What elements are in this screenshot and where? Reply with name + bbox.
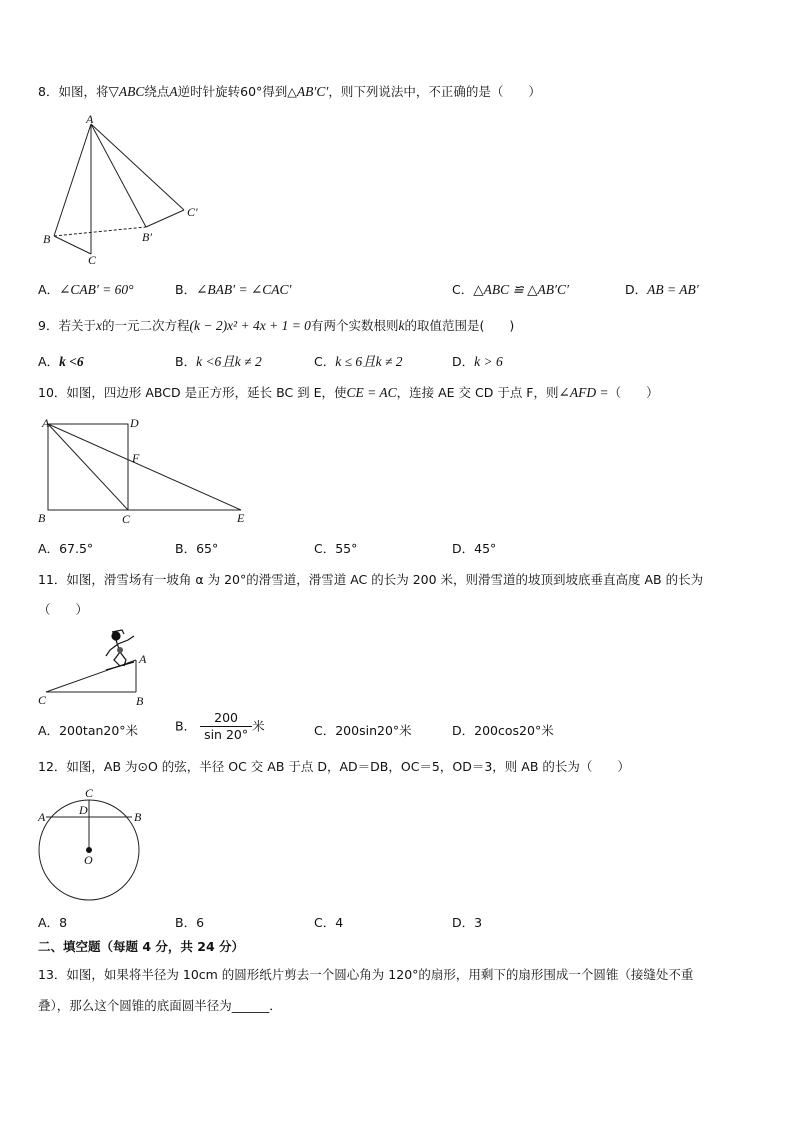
q8-edge-ACp — [91, 124, 184, 210]
q8-label-A: A — [86, 112, 94, 126]
q8-label-Bp: B′ — [142, 230, 152, 244]
q11-figure — [36, 628, 166, 710]
q11-label-B: B — [136, 694, 144, 708]
q10-option-d[interactable]: D．45° — [452, 541, 497, 556]
q8-stem: 8．如图，将▽ABC绕点A逆时针旋转60°得到△AB′C′，则下列说法中，不正确的是（ ） — [38, 84, 541, 99]
q11-optB-numerator: 200 — [200, 710, 252, 727]
q13-stem-line1: 13．如图，如果将半径为 10cm 的圆形纸片剪去一个圆心角为 120°的扇形，用剩下的扇形围成一个圆锥（接缝处不重 — [38, 967, 694, 982]
q11-option-a[interactable]: A．200tan20°米 — [38, 723, 139, 738]
q9-option-c[interactable]: C．k ≤ 6且k ≠ 2 — [314, 354, 403, 369]
q12-figure — [36, 784, 156, 904]
q9-option-b[interactable]: B．k <6且k ≠ 2 — [175, 354, 262, 369]
q9-option-a[interactable]: A．k <6 — [38, 354, 84, 369]
q8-edge-BBp-dashed — [54, 227, 146, 236]
q11-option-c[interactable]: C．200sin20°米 — [314, 723, 412, 738]
q10-segment-AC — [48, 424, 128, 510]
q12-option-a[interactable]: A．8 — [38, 915, 68, 930]
q10-label-A: A — [42, 416, 50, 430]
skier-icon — [106, 630, 134, 670]
q11-stem-line1: 11．如图，滑雪场有一坡角 α 为 20°的滑雪道，滑雪道 AC 的长为 200 米，则滑雪道的坡顶到坡底垂直高度 AB 的长为 — [38, 572, 704, 587]
q13-stem-line2: 叠），那么这个圆锥的底面圆半径为______． — [38, 998, 282, 1013]
q10-segment-AE — [48, 424, 241, 510]
q10-option-c[interactable]: C．55° — [314, 541, 358, 556]
q9-option-d[interactable]: D．k > 6 — [452, 354, 503, 369]
q10-option-b[interactable]: B．65° — [175, 541, 219, 556]
q11-option-b[interactable]: B． $\frac{200}{\sin 20^\circ}$ 米 — [175, 710, 265, 742]
q8-label-B: B — [43, 232, 51, 246]
q8-edge-BC — [54, 236, 91, 254]
q10-label-C: C — [122, 512, 131, 526]
q10-stem: 10．如图，四边形 ABCD 是正方形，延长 BC 到 E，使CE = AC，连接 AE 交 CD 于点 F，则∠AFD =（ ） — [38, 385, 659, 400]
q10-label-B: B — [38, 511, 46, 525]
q11-label-A: A — [139, 652, 147, 666]
q8-option-a[interactable]: A．∠CAB′ = 60° — [38, 282, 134, 297]
q12-option-d[interactable]: D．3 — [452, 915, 483, 930]
q12-label-B: B — [134, 810, 142, 824]
q12-label-C: C — [85, 786, 94, 800]
q12-label-A: A — [38, 810, 46, 824]
q11-label-C: C — [38, 693, 47, 707]
section-title: 二、填空题（每题 4 分，共 24 分） — [38, 939, 245, 954]
q8-option-d[interactable]: D．AB = AB′ — [625, 282, 699, 297]
q10-figure — [36, 414, 256, 526]
q12-label-O: O — [84, 853, 93, 867]
q8-label-Cp: C′ — [187, 205, 198, 219]
q10-option-a[interactable]: A．67.5° — [38, 541, 94, 556]
q11-option-d[interactable]: D．200cos20°米 — [452, 723, 554, 738]
q9-stem: 9．若关于x的一元二次方程(k − 2)x² + 4x + 1 = 0有两个实数根则k的取值范围是( ) — [38, 318, 515, 333]
q12-label-D: D — [79, 803, 88, 817]
q10-label-D: D — [130, 416, 139, 430]
q12-option-c[interactable]: C．4 — [314, 915, 344, 930]
q8-label-C: C — [88, 253, 97, 267]
q11-stem-line2: （ ） — [38, 602, 89, 617]
q11-optB-denominator: sin 20° — [204, 727, 249, 742]
q12-stem: 12．如图，AB 为⊙O 的弦，半径 OC 交 AB 于点 D，AD＝DB，OC＝5，OD＝3，则 AB 的长为（ ） — [38, 759, 630, 774]
q8-option-b[interactable]: B．∠BAB′ = ∠CAC′ — [175, 282, 292, 297]
q12-option-b[interactable]: B．6 — [175, 915, 205, 930]
q10-label-E: E — [237, 511, 245, 525]
q10-label-F: F — [132, 451, 140, 465]
q8-edge-BpCp — [146, 210, 184, 227]
q8-option-c[interactable]: C．△ABC ≌ △AB′C′ — [452, 282, 569, 297]
q8-edge-ABp — [91, 124, 146, 227]
q8-figure — [38, 112, 218, 270]
q8-edge-AB — [54, 124, 91, 236]
